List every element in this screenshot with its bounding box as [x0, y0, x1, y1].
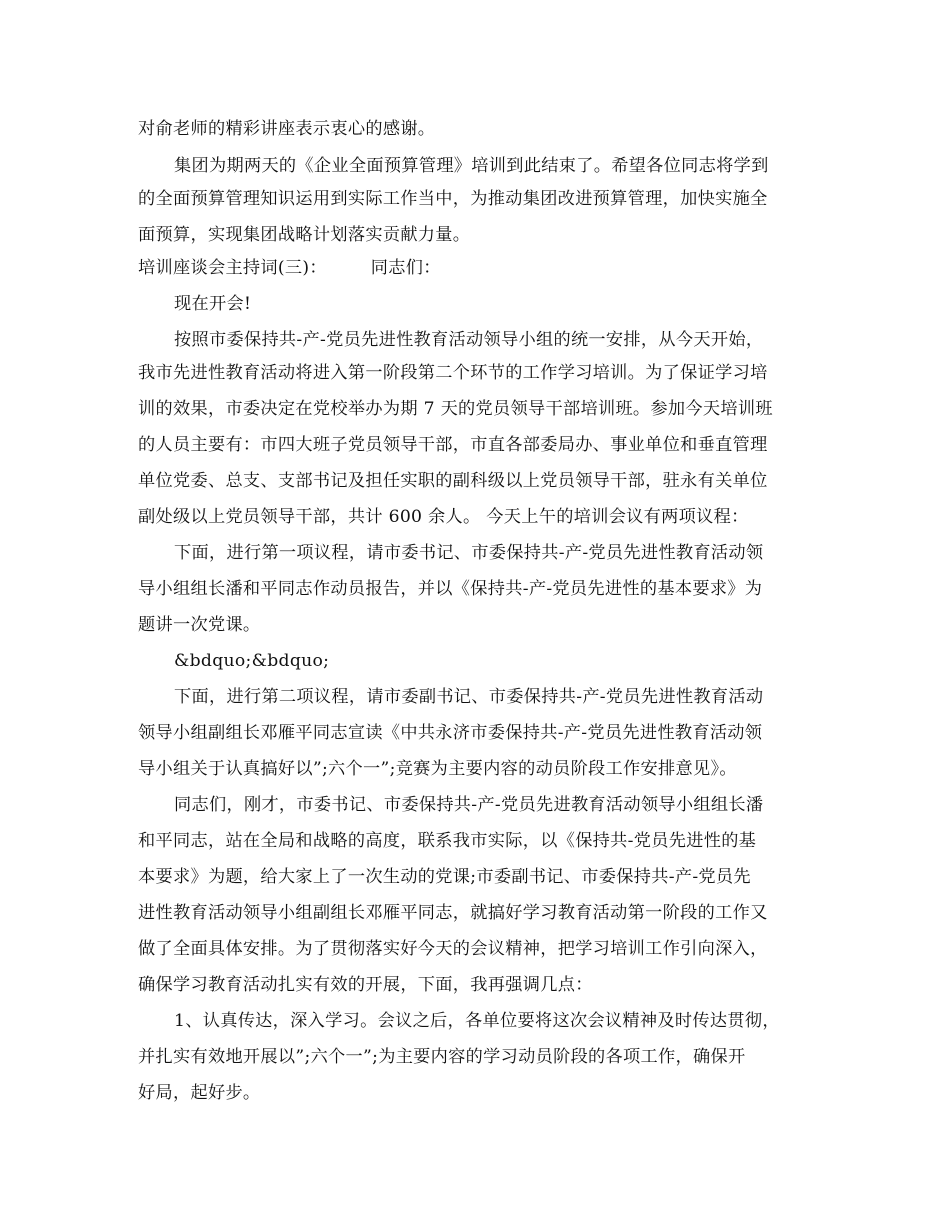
text-line: 进性教育活动领导小组副组长邓雁平同志，就搞好学习教育活动第一阶段的工作又: [138, 903, 768, 923]
text-line: 领导小组副组长邓雁平同志宣读《中共永济市委保持共-产-党员先进性教育活动领: [138, 723, 763, 743]
text-line: 对俞老师的精彩讲座表示衷心的感谢。: [138, 119, 436, 139]
text-line: 我市先进性教育活动将进入第一阶段第二个环节的工作学习培训。为了保证学习培: [138, 363, 768, 383]
text-line: 做了全面具体安排。为了贯彻落实好今天的会议精神，把学习培训工作引向深入，: [138, 939, 768, 959]
text-line: 和平同志，站在全局和战略的高度，联系我市实际，以《保持共-党员先进性的基: [138, 831, 757, 851]
text-line: 副处级以上党员领导干部，共计 600 余人。 今天上午的培训会议有两项议程：: [138, 507, 749, 527]
text-line: 确保学习教育活动扎实有效的开展，下面，我再强调几点：: [138, 975, 593, 995]
text-line: 的全面预算管理知识运用到实际工作当中，为推动集团改进预算管理，加快实施全: [138, 189, 768, 209]
text-line: 面预算，实现集团战略计划落实贡献力量。: [138, 225, 471, 245]
text-line: 的人员主要有：市四大班子党员领导干部，市直各部委局办、事业单位和垂直管理: [138, 435, 768, 455]
text-line: &bdquo;&bdquo;: [174, 651, 330, 671]
text-line: 好局，起好步。: [138, 1083, 261, 1103]
text-line: 导小组关于认真搞好以”;六个一”;竞赛为主要内容的动员阶段工作安排意见》。: [138, 759, 737, 779]
section-heading: 培训座谈会主持词(三)： 同志们：: [138, 258, 441, 278]
text-line: 单位党委、总支、支部书记及担任实职的副科级以上党员领导干部，驻永有关单位: [138, 471, 768, 491]
text-line: 按照市委保持共-产-党员先进性教育活动领导小组的统一安排，从今天开始，: [174, 330, 764, 350]
text-line: 集团为期两天的《企业全面预算管理》培训到此结束了。希望各位同志将学到: [174, 156, 769, 176]
text-line: 题讲一次党课。: [138, 615, 261, 635]
text-line: 本要求》为题，给大家上了一次生动的党课;市委副书记、市委保持共-产-党员先: [138, 867, 751, 887]
text-line: 下面，进行第一项议程，请市委书记、市委保持共-产-党员先进性教育活动领: [174, 543, 764, 563]
text-line: 导小组组长潘和平同志作动员报告，并以《保持共-产-党员先进性的基本要求》为: [138, 579, 763, 599]
text-line: 同志们，刚才，市委书记、市委保持共-产-党员先进教育活动领导小组组长潘: [174, 795, 764, 815]
text-line: 下面，进行第二项议程，请市委副书记、市委保持共-产-党员先进性教育活动: [174, 687, 764, 707]
text-line: 训的效果，市委决定在党校举办为期 7 天的党员领导干部培训班。参加今天培训班: [138, 399, 773, 419]
text-line: 现在开会!: [174, 294, 252, 314]
text-line: 1、认真传达，深入学习。会议之后，各单位要将这次会议精神及时传达贯彻，: [174, 1011, 780, 1031]
text-line: 并扎实有效地开展以”;六个一”;为主要内容的学习动员阶段的各项工作，确保开: [138, 1047, 746, 1067]
